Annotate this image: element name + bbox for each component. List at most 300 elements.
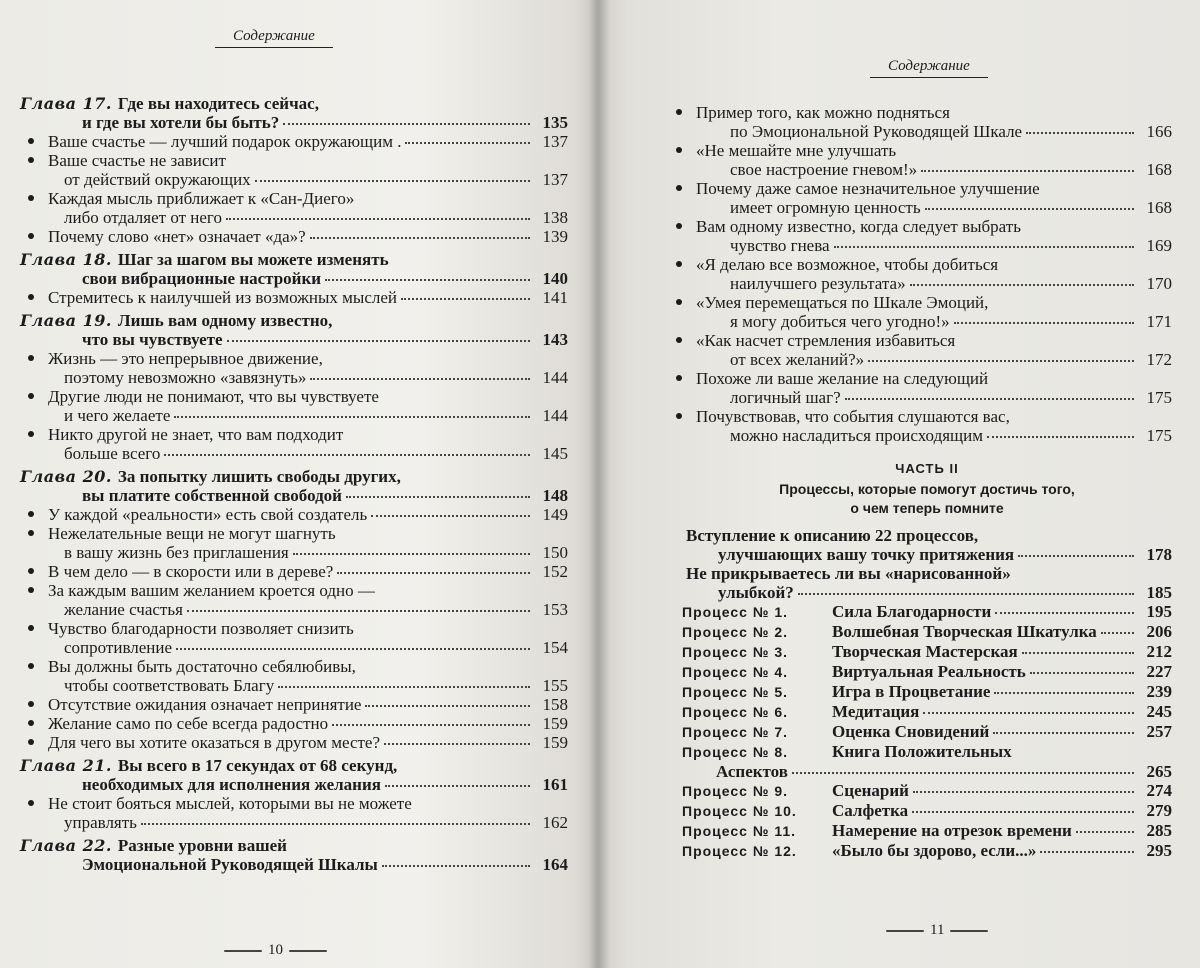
entry-text: от всех желаний?»	[730, 350, 865, 369]
entry-title	[20, 94, 319, 113]
leader-dots	[187, 610, 530, 612]
page-ref: 148	[542, 486, 568, 505]
toc-entry	[682, 293, 1172, 331]
toc-entry	[20, 562, 568, 581]
leader-dots	[310, 378, 530, 380]
entry-text: Шаг за шагом вы можете изменять	[117, 250, 389, 269]
page-ref: 143	[542, 330, 568, 349]
bullet-icon	[28, 720, 34, 726]
bullet-icon	[28, 701, 34, 707]
entry-text: я могу добиться чего угодно!»	[730, 312, 950, 331]
leader-dots	[176, 648, 530, 650]
entry-line	[682, 198, 1172, 217]
entry-title	[682, 702, 919, 722]
page-ref: 162	[542, 813, 568, 832]
page-ref: 150	[542, 543, 568, 562]
right-page	[598, 0, 1200, 968]
chapter-label: Глава 21.	[20, 756, 112, 775]
toc-entry	[20, 189, 568, 227]
leader-dots	[834, 246, 1134, 248]
entry-title	[20, 486, 342, 505]
page-number: 11	[930, 922, 945, 938]
page-ref: 159	[542, 733, 568, 752]
entry-title	[20, 113, 279, 132]
entry-line	[682, 236, 1172, 255]
chapter-label: Глава 19.	[20, 311, 112, 330]
entry-text: Стремитесь к наилучшей из возможных мыслей	[48, 288, 398, 307]
chapter-label: Глава 17.	[20, 94, 112, 113]
toc-entry	[682, 103, 1172, 141]
entry-line	[20, 170, 568, 189]
page-ref: 141	[542, 288, 568, 307]
entry-title	[20, 524, 336, 543]
entry-line	[682, 762, 1172, 781]
toc-entry	[20, 714, 568, 733]
entry-text: У каждой «реальности» есть свой создатель	[48, 505, 368, 524]
entry-line	[20, 794, 568, 813]
entry-title	[682, 821, 1072, 841]
leader-dots	[337, 572, 530, 574]
entry-line	[20, 486, 568, 505]
toc-entry	[20, 581, 568, 619]
entry-title	[20, 227, 306, 246]
entry-text: За каждым вашим желанием кроется одно —	[48, 581, 375, 600]
entry-line	[682, 274, 1172, 293]
process-list	[682, 602, 1172, 861]
entry-title	[20, 733, 380, 752]
entry-title	[20, 269, 321, 288]
page-ref: 168	[1146, 160, 1172, 179]
entry-line	[682, 293, 1172, 312]
entry-text: «Я делаю все возможное, чтобы добиться	[696, 255, 999, 274]
entry-title	[682, 742, 1012, 762]
chapter-entry	[20, 836, 568, 874]
leader-dots	[278, 686, 530, 688]
part-label: ЧАСТЬ II	[895, 461, 959, 476]
entry-text: Не прикрываетесь ли вы «нарисованной»	[686, 564, 1011, 583]
entry-text: Вступление к описанию 22 процессов,	[686, 526, 979, 545]
entry-title	[682, 526, 978, 545]
leader-dots	[1040, 851, 1134, 853]
bullet-icon	[676, 337, 682, 343]
leader-dots	[382, 865, 530, 867]
bullet-icon	[28, 568, 34, 574]
entry-title	[682, 179, 1040, 198]
toc-entry	[682, 179, 1172, 217]
intro-entries	[682, 526, 1172, 602]
entry-line	[682, 331, 1172, 350]
process-entry	[682, 821, 1172, 841]
entry-line	[20, 189, 568, 208]
leader-dots	[164, 454, 530, 456]
entry-title	[682, 662, 1026, 682]
entry-title	[20, 600, 183, 619]
page-ref: 245	[1146, 702, 1172, 721]
entry-text: Нежелательные вещи не могут шагнуть	[48, 524, 336, 543]
entry-text: Эмоциональной Руководящей Шкалы	[82, 855, 378, 874]
chapter-entry	[20, 467, 568, 505]
entry-line	[682, 781, 1172, 801]
entry-line	[20, 657, 568, 676]
leader-dots	[1030, 672, 1134, 674]
subsection-list	[682, 103, 1172, 445]
bullet-icon	[28, 530, 34, 536]
entry-text: Творческая Мастерская	[832, 642, 1018, 661]
entry-text: Где вы находитесь сейчас,	[117, 94, 319, 113]
entry-line	[682, 564, 1172, 583]
entry-line	[682, 622, 1172, 642]
page-ref: 295	[1146, 841, 1172, 860]
entry-text: Лишь вам одному известно,	[117, 311, 333, 330]
entry-title	[682, 781, 909, 801]
entry-title	[20, 813, 137, 832]
entry-title	[20, 444, 160, 463]
leader-dots	[385, 785, 530, 787]
leader-dots	[845, 398, 1134, 400]
entry-title	[682, 274, 906, 293]
entry-line	[682, 545, 1172, 564]
entry-title	[682, 564, 1011, 583]
entry-text: «Умея перемещаться по Шкале Эмоций,	[696, 293, 989, 312]
leader-dots	[921, 170, 1134, 172]
leader-dots	[283, 123, 530, 125]
entry-line	[20, 524, 568, 543]
page-ref: 175	[1146, 388, 1172, 407]
process-number: Процесс № 2.	[682, 624, 789, 640]
entry-text: Почему слово «нет» означает «да»?	[48, 227, 306, 246]
entry-line	[20, 836, 568, 855]
page-ref: 227	[1146, 662, 1172, 681]
bullet-icon	[28, 233, 34, 239]
entry-line	[682, 217, 1172, 236]
process-number: Процесс № 9.	[682, 783, 789, 799]
entry-title	[682, 236, 830, 255]
part-title-line: Процессы, которые помогут достичь того,	[779, 481, 1075, 497]
bullet-icon	[28, 511, 34, 517]
entry-title	[682, 762, 788, 781]
entry-title	[20, 562, 333, 581]
entry-line	[682, 388, 1172, 407]
process-entry	[682, 642, 1172, 662]
entry-text: необходимых для исполнения желания	[82, 775, 381, 794]
chapter-entry	[20, 250, 568, 288]
entry-line	[20, 406, 568, 425]
intro-entry	[682, 526, 1172, 564]
toc-entry	[20, 794, 568, 832]
page-ref: 206	[1146, 622, 1172, 641]
leader-dots	[954, 322, 1134, 324]
toc-entry	[682, 217, 1172, 255]
entry-title	[682, 602, 991, 622]
process-entry	[682, 742, 1172, 781]
entry-text: Похоже ли ваше желание на следующий	[696, 369, 989, 388]
leader-dots	[174, 416, 530, 418]
page-ref: 154	[542, 638, 568, 657]
entry-text: Книга Положительных	[832, 742, 1012, 761]
leader-dots	[913, 791, 1134, 793]
process-number: Процесс № 12.	[682, 843, 797, 859]
entry-line	[20, 855, 568, 874]
leader-dots	[993, 732, 1134, 734]
leader-dots	[910, 284, 1134, 286]
toc-entry	[20, 132, 568, 151]
folio-right	[880, 922, 994, 939]
page-ref: 149	[542, 505, 568, 524]
process-entry	[682, 722, 1172, 742]
entry-line	[20, 756, 568, 775]
process-entry	[682, 602, 1172, 622]
entry-title	[20, 288, 397, 307]
process-number: Процесс № 10.	[682, 803, 797, 819]
entry-text: Разные уровни вашей	[117, 836, 287, 855]
entry-text: можно насладиться происходящим	[730, 426, 983, 445]
page-ref: 285	[1146, 821, 1172, 840]
entry-line	[682, 160, 1172, 179]
ornament-left	[886, 930, 924, 932]
process-number: Процесс № 5.	[682, 684, 789, 700]
chapter-entry	[20, 94, 568, 132]
bullet-icon	[28, 739, 34, 745]
entry-title	[20, 311, 332, 330]
toc-entry	[20, 695, 568, 714]
ornament-right	[289, 950, 327, 952]
folio-left	[218, 942, 333, 959]
entry-text: Ваше счастье не зависит	[48, 151, 226, 170]
entry-text: Вы всего в 17 секундах от 68 секунд,	[117, 756, 398, 775]
entry-title	[20, 406, 170, 425]
entry-title	[20, 189, 354, 208]
toc-right	[682, 103, 1172, 861]
entry-line	[20, 714, 568, 733]
entry-line	[20, 94, 568, 113]
entry-text: Сценарий	[832, 781, 909, 800]
entry-line	[20, 311, 568, 330]
entry-line	[20, 619, 568, 638]
entry-text: сопротивление	[64, 638, 173, 657]
entry-line	[682, 801, 1172, 821]
entry-title	[20, 581, 375, 600]
book-gutter	[588, 0, 610, 968]
entry-text: «Было бы здорово, если...»	[832, 841, 1037, 860]
entry-title	[20, 775, 381, 794]
entry-title	[20, 676, 274, 695]
entry-title	[20, 425, 343, 444]
entry-title	[682, 545, 1014, 564]
toc-entry	[20, 227, 568, 246]
page-ref: 239	[1146, 682, 1172, 701]
entry-text: Намерение на отрезок времени	[832, 821, 1072, 840]
entry-line	[682, 642, 1172, 662]
process-number: Процесс № 6.	[682, 704, 789, 720]
entry-title	[682, 388, 841, 407]
entry-line	[682, 122, 1172, 141]
entry-text: имеет огромную ценность	[730, 198, 921, 217]
entry-text: Салфетка	[832, 801, 909, 820]
page-ref: 166	[1146, 122, 1172, 141]
leader-dots	[1076, 831, 1134, 833]
entry-line	[20, 151, 568, 170]
page-ref: 144	[542, 368, 568, 387]
entry-title	[20, 250, 389, 269]
page-ref: 265	[1146, 762, 1172, 781]
entry-title	[682, 198, 921, 217]
entry-title	[20, 714, 328, 733]
toc-entry	[682, 331, 1172, 369]
bullet-icon	[676, 185, 682, 191]
leader-dots	[1101, 632, 1134, 634]
toc-entry	[20, 387, 568, 425]
page-ref: 178	[1146, 545, 1172, 564]
page-ref: 140	[542, 269, 568, 288]
entry-text: В чем дело — в скорости или в дереве?	[48, 562, 334, 581]
entry-text: больше всего	[64, 444, 161, 463]
chapter-entry	[20, 756, 568, 794]
entry-text: За попытку лишить свободы других,	[117, 467, 401, 486]
page-number: 10	[268, 942, 283, 958]
leader-dots	[987, 436, 1134, 438]
leader-dots	[401, 298, 530, 300]
entry-title	[20, 208, 222, 227]
entry-title	[20, 467, 401, 486]
bullet-icon	[28, 587, 34, 593]
entry-line	[682, 702, 1172, 722]
entry-line	[682, 742, 1172, 762]
process-number: Процесс № 3.	[682, 644, 789, 660]
page-ref: 137	[542, 132, 568, 151]
entry-title	[682, 622, 1097, 642]
entry-text: желание счастья	[64, 600, 183, 619]
toc-entry	[20, 425, 568, 463]
entry-title	[20, 855, 378, 874]
page-ref: 257	[1146, 722, 1172, 741]
page-ref: 212	[1146, 642, 1172, 661]
entry-text: либо отдаляет от него	[64, 208, 222, 227]
process-entry	[682, 682, 1172, 702]
leader-dots	[325, 279, 530, 281]
entry-title	[20, 695, 361, 714]
page-ref: 170	[1146, 274, 1172, 293]
entry-text: «Как насчет стремления избавиться	[696, 331, 956, 350]
bullet-icon	[676, 375, 682, 381]
bullet-icon	[28, 195, 34, 201]
entry-title	[20, 368, 306, 387]
entry-line	[682, 841, 1172, 861]
bullet-icon	[28, 138, 34, 144]
entry-line	[682, 602, 1172, 622]
chapter-entry	[20, 311, 568, 349]
chapter-label: Глава 18.	[20, 250, 112, 269]
toc-entry	[20, 524, 568, 562]
entry-title	[682, 426, 983, 445]
entry-line	[20, 562, 568, 581]
page-ref: 164	[542, 855, 568, 874]
leader-dots	[925, 208, 1134, 210]
leader-dots	[912, 811, 1134, 813]
leader-dots	[371, 515, 530, 517]
entry-line	[20, 288, 568, 307]
entry-line	[682, 179, 1172, 198]
entry-line	[20, 132, 568, 151]
intro-entry	[682, 564, 1172, 602]
process-entry	[682, 781, 1172, 801]
entry-title	[682, 255, 998, 274]
bullet-icon	[676, 109, 682, 115]
entry-line	[20, 113, 568, 132]
entry-title	[20, 170, 251, 189]
page-ref: 279	[1146, 801, 1172, 820]
page-ref: 139	[542, 227, 568, 246]
entry-title	[20, 619, 354, 638]
process-number: Процесс № 1.	[682, 604, 789, 620]
page-ref: 171	[1146, 312, 1172, 331]
entry-line	[682, 369, 1172, 388]
process-number: Процесс № 7.	[682, 724, 789, 740]
entry-title	[20, 638, 172, 657]
toc-entry	[682, 369, 1172, 407]
bullet-icon	[28, 393, 34, 399]
entry-text: логичный шаг?	[730, 388, 841, 407]
entry-line	[20, 600, 568, 619]
entry-title	[20, 132, 401, 151]
toc-entry	[20, 349, 568, 387]
entry-title	[682, 801, 908, 821]
page-ref: 172	[1146, 350, 1172, 369]
leader-dots	[1022, 652, 1134, 654]
entry-text: по Эмоциональной Руководящей Шкале	[730, 122, 1023, 141]
entry-line	[20, 543, 568, 562]
chapter-label: Глава 22.	[20, 836, 112, 855]
entry-line	[682, 426, 1172, 445]
entry-text: Аспектов	[716, 762, 788, 781]
leader-dots	[868, 360, 1134, 362]
entry-line	[682, 103, 1172, 122]
entry-line	[20, 695, 568, 714]
page-ref: 161	[542, 775, 568, 794]
entry-line	[20, 269, 568, 288]
entry-text: Сила Благодарности	[832, 602, 992, 621]
page-ref: 158	[542, 695, 568, 714]
entry-line	[20, 227, 568, 246]
entry-line	[682, 583, 1172, 602]
entry-title	[682, 293, 988, 312]
leader-dots	[332, 724, 530, 726]
leader-dots	[994, 692, 1134, 694]
entry-line	[682, 682, 1172, 702]
toc-left	[20, 90, 568, 874]
entry-line	[20, 387, 568, 406]
leader-dots	[798, 593, 1134, 595]
entry-text: Волшебная Творческая Шкатулка	[832, 622, 1097, 641]
process-entry	[682, 702, 1172, 722]
process-number: Процесс № 11.	[682, 823, 797, 839]
bullet-icon	[676, 261, 682, 267]
page-ref: 135	[542, 113, 568, 132]
running-head-left: Содержание	[215, 28, 333, 48]
entry-title	[682, 217, 1021, 236]
entry-text: Пример того, как можно подняться	[696, 103, 950, 122]
entry-text: свои вибрационные настройки	[82, 269, 322, 288]
entry-text: Игра в Процветание	[832, 682, 991, 701]
page-ref: 144	[542, 406, 568, 425]
entry-text: в вашу жизнь без приглашения	[64, 543, 289, 562]
bullet-icon	[28, 625, 34, 631]
entry-title	[682, 122, 1022, 141]
process-entry	[682, 662, 1172, 682]
leader-dots	[226, 218, 530, 220]
bullet-icon	[676, 147, 682, 153]
entry-title	[20, 794, 412, 813]
leader-dots	[255, 180, 530, 182]
